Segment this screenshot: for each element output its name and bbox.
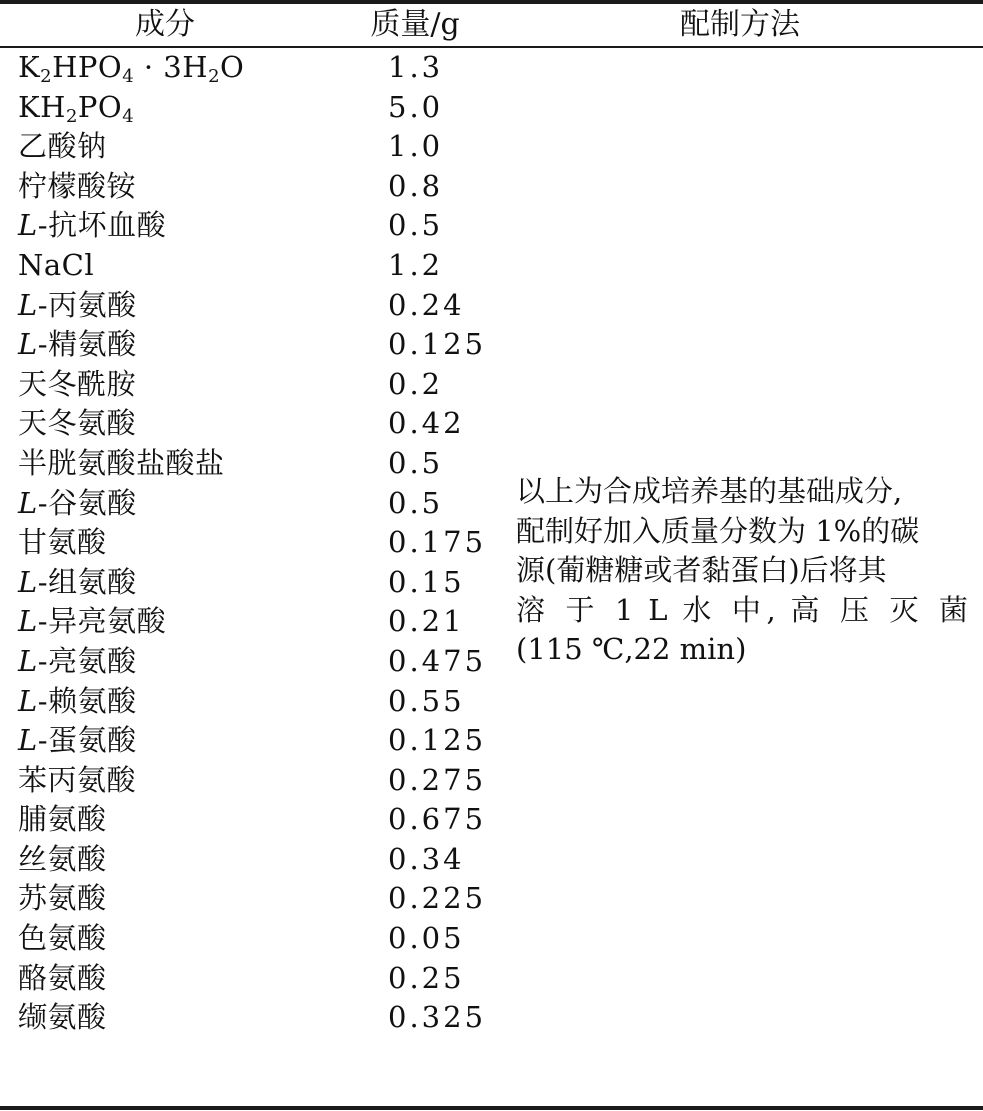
mass-value: 0.25 — [388, 960, 465, 995]
mass-value: 0.2 — [388, 366, 444, 401]
ingredient-name — [18, 840, 107, 880]
mass-value: 0.5 — [388, 208, 444, 243]
name-text: -谷氨酸 — [37, 485, 137, 520]
method-line: 以上为合成培养基的基础成分, — [516, 474, 903, 508]
italic-prefix: L — [18, 287, 38, 322]
ingredient-name — [18, 88, 134, 128]
ingredient-name — [18, 167, 136, 207]
ingredient-name — [18, 682, 137, 722]
mass-value: 0.34 — [388, 841, 465, 876]
name-text: · 3H — [134, 50, 209, 84]
table-row — [0, 127, 983, 167]
method-line: (115 ℃,22 min) — [516, 632, 747, 667]
table-row — [0, 286, 983, 326]
name-text: 缬氨酸 — [18, 1000, 107, 1035]
mass-value: 0.42 — [388, 406, 465, 441]
italic-prefix: L — [18, 208, 38, 243]
table-row — [0, 761, 983, 801]
mass-value: 5.0 — [388, 89, 444, 124]
preparation-method-text — [516, 472, 968, 670]
mass-value: 0.175 — [388, 525, 487, 560]
name-text: 丝氨酸 — [18, 841, 107, 876]
name-text: 酪氨酸 — [18, 960, 107, 995]
mass-value: 0.21 — [388, 604, 465, 639]
ingredient-name — [18, 365, 136, 405]
header-ingredient: 成分 — [135, 7, 195, 42]
ingredient-name — [18, 919, 107, 959]
ingredient-name — [18, 127, 107, 167]
italic-prefix: L — [18, 683, 38, 718]
ingredient-name — [18, 959, 107, 999]
header-method: 配制方法 — [680, 7, 800, 42]
table-row — [0, 840, 983, 880]
italic-prefix: L — [18, 485, 38, 520]
mass-value: 0.475 — [388, 643, 487, 678]
name-text: 脯氨酸 — [18, 802, 107, 837]
table-row — [0, 998, 983, 1038]
name-text: 柠檬酸铵 — [18, 168, 137, 203]
name-text: -精氨酸 — [37, 327, 137, 362]
table-row — [0, 88, 983, 128]
name-text: HPO — [52, 50, 123, 84]
subscript: 4 — [122, 66, 135, 87]
table-row — [0, 206, 983, 246]
table-row — [0, 167, 983, 207]
ingredient-name — [18, 404, 136, 444]
table-row — [0, 365, 983, 405]
subscript: 2 — [208, 66, 221, 87]
mass-value: 0.05 — [388, 921, 465, 956]
mass-value: 0.15 — [388, 564, 465, 599]
mass-value: 0.675 — [388, 802, 487, 837]
name-text: 乙酸钠 — [18, 129, 107, 164]
ingredient-name — [18, 721, 137, 761]
name-text: 半胱氨酸盐酸盐 — [18, 445, 225, 480]
mass-value: 0.325 — [388, 1000, 487, 1035]
italic-prefix: L — [18, 643, 38, 678]
ingredient-name — [18, 444, 225, 484]
mass-value: 0.5 — [388, 445, 444, 480]
method-line: 配制好加入质量分数为 1%的碳 — [516, 513, 920, 548]
name-text: 苏氨酸 — [18, 881, 107, 916]
table-row — [0, 959, 983, 999]
ingredient-name — [18, 246, 94, 286]
name-text: NaCl — [18, 247, 95, 282]
mass-value: 0.275 — [388, 762, 487, 797]
italic-prefix: L — [18, 327, 38, 362]
name-text: K — [18, 50, 41, 84]
method-line: 溶 于 1 L 水 中, 高 压 灭 菌 — [516, 592, 968, 627]
name-text: 天冬酰胺 — [18, 366, 137, 401]
mass-value: 1.2 — [388, 247, 444, 282]
mass-value: 1.0 — [388, 129, 444, 164]
name-text: -抗坏血酸 — [37, 208, 167, 243]
subscript: 2 — [40, 66, 53, 87]
table-row — [0, 800, 983, 840]
name-text: 苯丙氨酸 — [18, 762, 137, 797]
method-line: 源(葡糖糖或者黏蛋白)后将其 — [516, 553, 887, 588]
mass-value: 0.55 — [388, 683, 465, 718]
ingredient-name — [18, 286, 137, 326]
mass-value: 0.125 — [388, 327, 487, 362]
ingredient-name — [18, 998, 107, 1038]
table-bottom-rule — [0, 1106, 983, 1110]
name-text: -组氨酸 — [37, 564, 137, 599]
mass-value: 1.3 — [388, 50, 444, 84]
ingredient-name — [18, 484, 137, 524]
name-text: KH — [18, 89, 66, 124]
ingredient-name — [18, 206, 166, 246]
ingredient-name — [18, 325, 137, 365]
table-row — [0, 404, 983, 444]
name-text: O — [220, 50, 245, 84]
table-row — [0, 325, 983, 365]
table-row — [0, 682, 983, 722]
italic-prefix: L — [18, 604, 38, 639]
name-text: -异亮氨酸 — [37, 604, 167, 639]
ingredient-name — [18, 800, 107, 840]
ingredient-name — [18, 879, 107, 919]
mass-value: 0.125 — [388, 723, 487, 758]
subscript: 2 — [65, 105, 78, 127]
name-text: 天冬氨酸 — [18, 406, 137, 441]
italic-prefix: L — [18, 564, 38, 599]
subscript: 4 — [122, 105, 135, 127]
ingredient-name — [18, 761, 136, 801]
ingredient-name — [18, 563, 137, 603]
name-text: 色氨酸 — [18, 921, 107, 956]
name-text: -亮氨酸 — [37, 643, 137, 678]
mass-value: 0.24 — [388, 287, 465, 322]
table-row — [0, 721, 983, 761]
name-text: -蛋氨酸 — [37, 723, 137, 758]
italic-prefix: L — [18, 723, 38, 758]
header-mass: 质量/g — [370, 7, 460, 42]
table-row — [0, 879, 983, 919]
mass-value: 0.8 — [388, 168, 444, 203]
mass-value: 0.225 — [388, 881, 487, 916]
ingredient-name — [18, 48, 244, 88]
ingredient-name — [18, 642, 137, 682]
table-row — [0, 48, 983, 88]
table-row — [0, 919, 983, 959]
ingredient-name — [18, 523, 107, 563]
name-text: 甘氨酸 — [18, 525, 107, 560]
name-text: -赖氨酸 — [37, 683, 137, 718]
table-row — [0, 246, 983, 286]
name-text: PO — [77, 89, 123, 124]
name-text: -丙氨酸 — [37, 287, 137, 322]
mass-value: 0.5 — [388, 485, 444, 520]
ingredient-name — [18, 602, 166, 642]
